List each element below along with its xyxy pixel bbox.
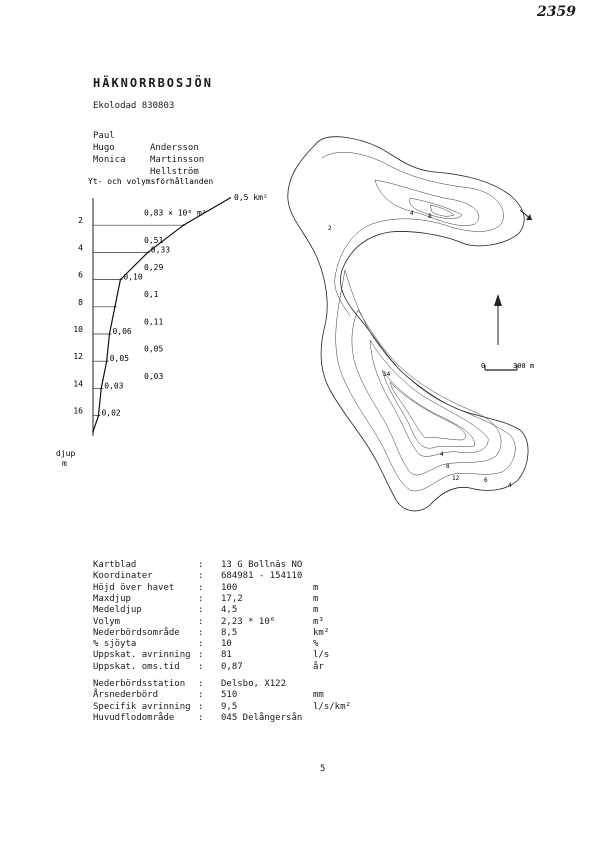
volume-value-label: 0,29 [144, 263, 164, 272]
fact-value: 10 [221, 639, 232, 650]
fact-separator: : [198, 571, 204, 582]
volume-labels [144, 209, 207, 381]
fact-separator: : [198, 639, 204, 650]
depth-axis-unit: m [62, 459, 67, 468]
survey-date: Ekolodad 830803 [93, 101, 175, 111]
contour-label: 12 [452, 475, 460, 482]
fact-value: 100 [221, 582, 238, 593]
fact-label: % sjöyta [93, 639, 137, 650]
depth-tick-label: 4 [78, 243, 83, 253]
page-number-handwritten: 2359 [537, 4, 576, 20]
fact-separator: : [198, 605, 204, 616]
fact-value: 8,5 [221, 627, 238, 638]
volume-value-label: 0,1 [144, 290, 159, 300]
area-value-label: 0,5 km² [234, 193, 268, 202]
area-value-label: 0,02 [101, 408, 121, 418]
fact-label: Uppskat. oms.tid [93, 661, 180, 672]
volume-value-label: 0,83 × 10⁶ m³ [144, 208, 207, 218]
lake-title: HÄKNORRBOSJÖN [93, 76, 213, 90]
fact-separator: : [198, 701, 204, 712]
fact-unit: l/s [313, 650, 330, 661]
contour-label: 8 [446, 463, 450, 470]
outlet-arrow-icon [526, 214, 532, 220]
fact-label: Medeldjup [93, 605, 142, 616]
fact-separator: : [198, 627, 204, 638]
contour-label: 2 [328, 225, 332, 232]
fact-value: 9,5 [221, 701, 238, 712]
chart-title: Yt- och volymsförhållanden [88, 177, 214, 186]
surveyor-last-name: Hellström [150, 167, 199, 177]
fact-value: 045 Delångersån [221, 712, 303, 723]
fact-label: Nederbördsstation [93, 679, 186, 689]
fact-unit: mm [313, 690, 324, 701]
fact-label: Årsnederbörd [93, 690, 159, 701]
depth-tick-label: 12 [73, 352, 83, 362]
scale-end-label: 300 m [513, 362, 535, 370]
depth-tick-label: 16 [73, 406, 83, 416]
volume-value-label: 0,05 [144, 344, 164, 354]
fact-value: 684981 - 154110 [221, 571, 303, 582]
surveyor-first-name: Paul [93, 131, 115, 141]
fact-separator: : [198, 593, 204, 604]
area-labels [101, 193, 267, 418]
fact-unit: m³ [313, 616, 324, 627]
area-value-label: 0,10 [123, 272, 143, 282]
area-point [120, 279, 122, 281]
fact-value: 2,23 * 10⁶ [221, 616, 276, 627]
north-arrow-icon [494, 294, 502, 306]
area-curve [92, 197, 231, 433]
fact-unit: år [313, 661, 324, 672]
contour-label: 4 [410, 210, 414, 217]
area-point [92, 431, 94, 433]
fact-separator: : [198, 650, 204, 661]
volume-value-label: 0,51 [144, 235, 164, 245]
area-value-label: 0,05 [109, 354, 129, 364]
area-value-label: 0,03 [104, 381, 124, 391]
fact-label: Maxdjup [93, 593, 131, 604]
area-point [109, 333, 111, 335]
area-point [147, 252, 149, 254]
page-number: 5 [320, 764, 326, 774]
depth-axis-label: djup [56, 449, 76, 458]
fact-label: Kartblad [93, 560, 137, 570]
fact-value: 13 G Bollnäs NO [221, 560, 303, 570]
fact-unit: m [313, 593, 319, 604]
fact-label: Volym [93, 616, 121, 627]
lake-shoreline [288, 137, 528, 511]
contour-label: 8 [428, 213, 432, 220]
fact-label: Nederbördsområde [93, 627, 180, 638]
fact-unit: % [313, 639, 319, 650]
area-point [100, 388, 102, 390]
fact-separator: : [198, 712, 204, 723]
volume-value-label: 0,11 [144, 317, 164, 327]
depth-tick-label: 10 [73, 325, 83, 334]
area-value-label: 0,06 [112, 327, 132, 336]
depth-tick-label: 8 [78, 297, 83, 307]
scale-start-label: 0 [481, 362, 486, 370]
fact-value: 4,5 [221, 605, 238, 616]
contour-label: 6 [484, 477, 488, 484]
fact-separator: : [198, 560, 204, 570]
area-line [93, 198, 230, 432]
area-point [106, 360, 108, 362]
fact-value: 510 [221, 690, 238, 701]
depth-tick-label: 14 [73, 379, 83, 389]
hypsographic-chart [40, 170, 300, 480]
area-point [98, 415, 100, 417]
fact-value: 17,2 [221, 593, 243, 604]
fact-value: Delsbo, X122 [221, 679, 287, 689]
fact-label: Specifik avrinning [93, 701, 191, 712]
surveyor-last-name: Andersson [150, 143, 199, 153]
fact-label: Koordinater [93, 571, 153, 582]
lake-map [270, 120, 600, 520]
fact-value: 81 [221, 650, 232, 661]
depth-tick-label: 2 [78, 216, 83, 226]
fact-separator: : [198, 582, 204, 593]
area-point [114, 306, 116, 308]
area-point [183, 224, 185, 226]
surveyor-first-name: Monica [93, 155, 126, 165]
surveyor-first-name: Hugo [93, 143, 115, 153]
area-point [229, 197, 231, 199]
fact-unit: l/s/km² [313, 701, 351, 712]
fact-unit: m [313, 605, 319, 616]
fact-separator: : [198, 690, 204, 701]
fact-label: Huvudflodområde [93, 712, 175, 723]
fact-unit: m [313, 582, 319, 593]
fact-separator: : [198, 661, 204, 672]
fact-separator: : [198, 616, 204, 627]
fact-value: 0,87 [221, 661, 243, 672]
contour-label: 4 [440, 451, 444, 458]
depth-tick-label: 6 [78, 270, 83, 280]
surveyor-last-name: Martinsson [150, 155, 205, 165]
depth-contours [322, 152, 515, 491]
contour-label: 14 [383, 371, 391, 378]
area-value-label: 0,33 [150, 245, 171, 255]
fact-label: Höjd över havet [93, 582, 175, 593]
volume-value-label: 0,03 [144, 371, 164, 381]
contour-label: 4 [508, 482, 512, 489]
fact-separator: : [198, 679, 204, 689]
fact-unit: km² [313, 627, 330, 638]
surveyor-list [93, 118, 205, 177]
fact-label: Uppskat. avrinning [93, 650, 191, 661]
